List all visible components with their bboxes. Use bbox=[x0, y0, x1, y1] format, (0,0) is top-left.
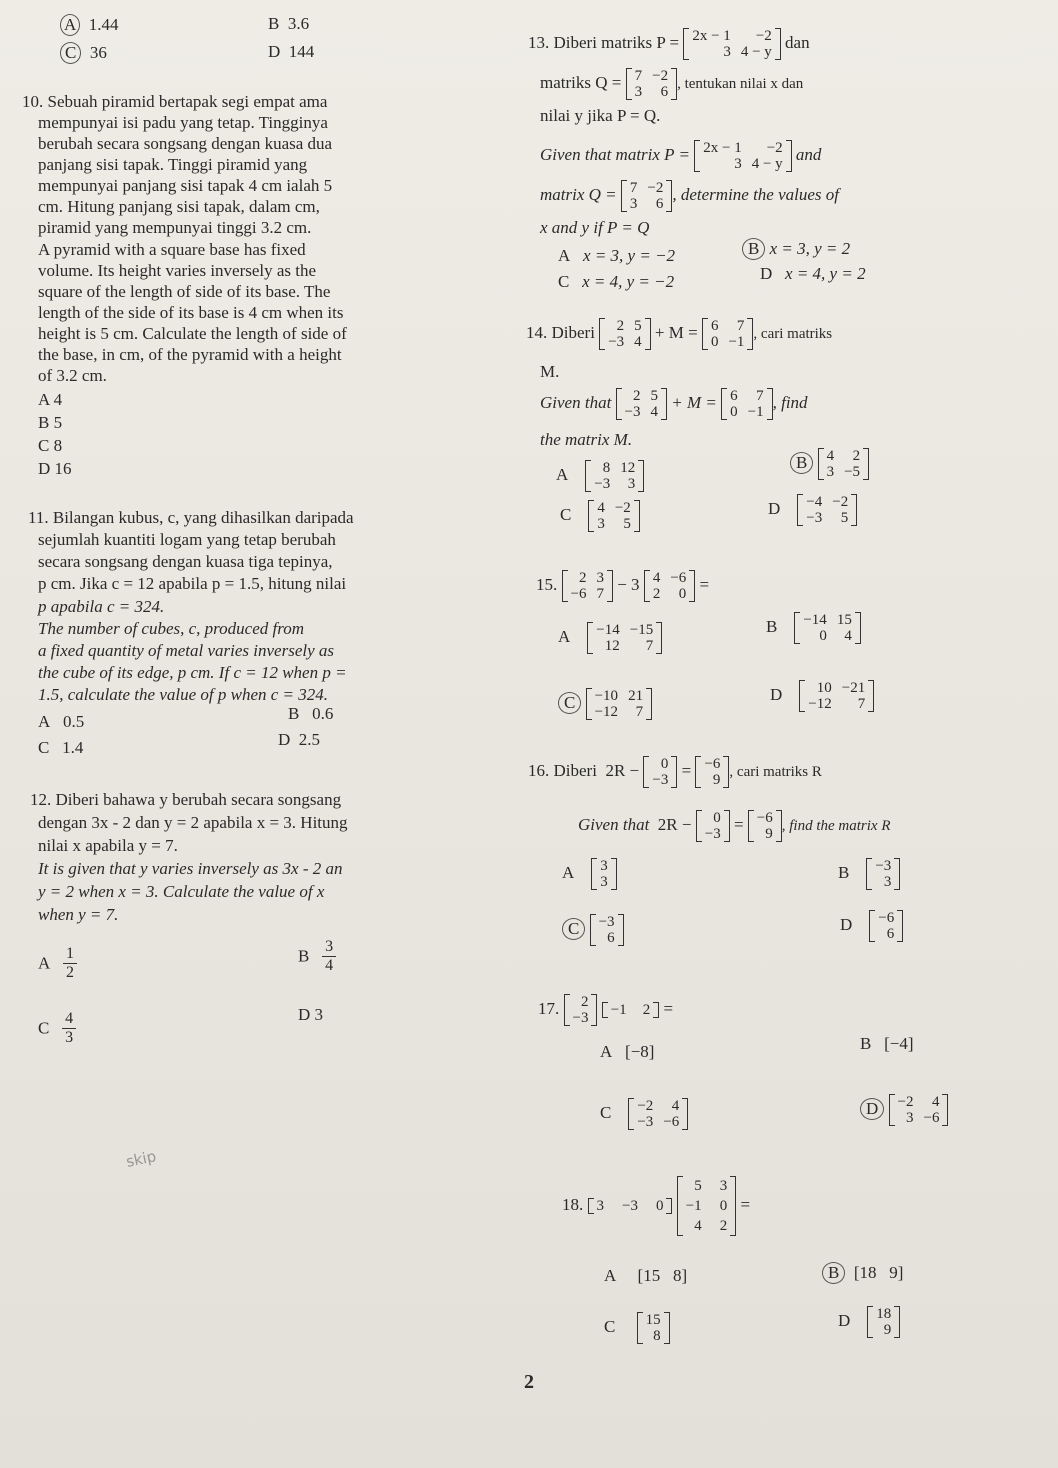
q17-option-b: B [−4] bbox=[860, 1034, 914, 1053]
q16-option-d: D −6 6 bbox=[840, 910, 903, 942]
q13-en-line-3: x and y if P = Q bbox=[540, 218, 650, 237]
q14-en-line-2: the matrix M. bbox=[540, 430, 633, 449]
q18-option-d: D 18 9 bbox=[838, 1306, 900, 1338]
q18-option-c: C 15 8 bbox=[604, 1312, 670, 1344]
q14-option-c: C 4 −2 3 5 bbox=[560, 500, 640, 532]
q17-option-a: A [−8] bbox=[600, 1042, 655, 1061]
q10-malay-line: cm. Hitung panjang sisi tapak, dalam cm, bbox=[38, 197, 320, 216]
q11-option-c: C 1.4 bbox=[38, 738, 84, 757]
q12-english-line: It is given that y varies inversely as 3x - 2 an bbox=[38, 859, 343, 878]
q12-option-b: B $\frac{3}{4}$ bbox=[298, 938, 336, 975]
q18-option-a: A [15 8] bbox=[604, 1266, 688, 1285]
q14-option-d: D −4 −2 −3 5 bbox=[768, 494, 857, 526]
q13-line-2: matriks Q = 7 −2 3 6 , tentukan nilai x dan bbox=[540, 68, 804, 100]
q9-option-a: A 1.44 bbox=[60, 14, 119, 36]
q11-english-line: The number of cubes, c, produced from bbox=[38, 619, 304, 638]
q12-option-c: C $\frac{4}{3}$ bbox=[38, 1010, 76, 1047]
q17-expression: 17. 2 −3 −1 2 = bbox=[538, 994, 674, 1026]
q10-option-a: A 4 bbox=[38, 390, 63, 409]
q16-option-a: A 3 3 bbox=[562, 858, 617, 890]
q10-option-d: D 16 bbox=[38, 459, 72, 478]
q16-option-b: B −3 3 bbox=[838, 858, 900, 890]
q10-malay-line: mempunyai panjang sisi tapak 4 cm ialah 5 bbox=[38, 176, 333, 195]
q12-option-d: D 3 bbox=[298, 1005, 324, 1024]
q13-en-line-1: Given that matrix P = 2x − 1 −2 3 4 − y and bbox=[540, 140, 822, 172]
q13-line-1: 13. Diberi matriks P = 2x − 1 −2 3 4 − y dan bbox=[528, 28, 810, 60]
q15-option-b: B −14 15 0 4 bbox=[766, 612, 861, 644]
q9-option-d: D 144 bbox=[268, 42, 315, 61]
q11-malay-line: secara songsang dengan kuasa tiga tepinya, bbox=[38, 552, 333, 571]
q10-english-line: of 3.2 cm. bbox=[38, 366, 107, 385]
q11-option-a: A 0.5 bbox=[38, 712, 85, 731]
q10-malay-line: mempunyai isi padu yang tetap. Tingginya bbox=[38, 113, 328, 132]
q12-malay-line: 12. Diberi bahawa y berubah secara songsang bbox=[30, 790, 342, 809]
q15-option-d: D 10 −21 −12 7 bbox=[770, 680, 874, 712]
q12-malay-line: dengan 3x - 2 dan y = 2 apabila x = 3. Hitung bbox=[38, 813, 348, 832]
q11-english-line: the cube of its edge, p cm. If c = 12 when p = bbox=[38, 663, 347, 682]
q15-option-a: A −14 −15 12 7 bbox=[558, 622, 662, 654]
q10-english-line: square of the length of side of its base. The bbox=[38, 282, 331, 301]
q16-line-1: 16. Diberi 2R − 0 −3 = −6 9 , cari matriks R bbox=[528, 756, 822, 788]
q18-expression: 18. 3 −3 0 5 3 −1 0 4 2 = bbox=[562, 1178, 751, 1234]
q11-malay-line: p cm. Jika c = 12 apabila p = 1.5, hitung nilai bbox=[38, 574, 347, 593]
q16-en-line: Given that 2R − 0 −3 = −6 9 , find the matrix R bbox=[578, 810, 891, 842]
q9-option-c: C 36 bbox=[60, 42, 107, 64]
q12-english-line: when y = 7. bbox=[38, 905, 119, 924]
q12-malay-line: nilai x apabila y = 7. bbox=[38, 836, 178, 855]
q10-malay-line: panjang sisi tapak. Tinggi piramid yang bbox=[38, 155, 308, 174]
q10-malay-line: berubah secara songsang dengan kuasa dua bbox=[38, 134, 333, 153]
q9-option-b: B 3.6 bbox=[268, 14, 310, 33]
q14-en-line-1: Given that 2 5 −3 4 + M = 6 7 0 −1 , find bbox=[540, 388, 808, 420]
q13-line-3: nilai y jika P = Q. bbox=[540, 106, 661, 125]
pencil-note: skip bbox=[124, 1147, 158, 1171]
q10-option-b: B 5 bbox=[38, 413, 63, 432]
q10-english-line: height is 5 cm. Calculate the length of side of bbox=[38, 324, 347, 343]
q10-english-line: the base, in cm, of the pyramid with a height bbox=[38, 345, 342, 364]
q15-expression: 15. 2 3 −6 7 − 3 4 −6 2 0 = bbox=[536, 570, 710, 602]
q15-option-c: C −10 21 −12 7 bbox=[558, 688, 652, 720]
page-number: 2 bbox=[524, 1371, 534, 1393]
q18-option-b: B [18 9] bbox=[822, 1262, 903, 1284]
q10-english-line: A pyramid with a square base has fixed bbox=[38, 240, 306, 259]
q14-line-1: 14. Diberi 2 5 −3 4 + M = 6 7 0 −1 , cari matriks bbox=[526, 318, 833, 350]
q10-malay-line: piramid yang mempunyai tinggi 3.2 cm. bbox=[38, 218, 312, 237]
q14-line-2: M. bbox=[540, 362, 560, 381]
q13-option-a: A x = 3, y = −2 bbox=[558, 246, 676, 265]
q10-english-line: length of the side of its base is 4 cm when its bbox=[38, 303, 344, 322]
q12-option-a: A $\frac{1}{2}$ bbox=[38, 945, 77, 982]
q16-option-c: C −3 6 bbox=[562, 914, 624, 946]
q10-option-c: C 8 bbox=[38, 436, 63, 455]
q11-malay-line: 11. Bilangan kubus, c, yang dihasilkan daripada bbox=[28, 508, 354, 527]
q10-english-line: volume. Its height varies inversely as the bbox=[38, 261, 317, 280]
q11-english-line: 1.5, calculate the value of p when c = 324. bbox=[38, 685, 329, 704]
q14-option-b: B 4 2 3 −5 bbox=[790, 448, 869, 480]
q12-english-line: y = 2 when x = 3. Calculate the value of x bbox=[38, 882, 325, 901]
q17-option-c: C −2 4 −3 −6 bbox=[600, 1098, 688, 1130]
q11-english-line: a fixed quantity of metal varies inversely as bbox=[38, 641, 335, 660]
q11-option-d: D 2.5 bbox=[278, 730, 321, 749]
q11-malay-line: sejumlah kuantiti logam yang tetap berubah bbox=[38, 530, 336, 549]
q13-en-line-2: matrix Q = 7 −2 3 6 , determine the values of bbox=[540, 180, 840, 212]
q13-option-d: D x = 4, y = 2 bbox=[760, 264, 866, 283]
q13-option-c: C x = 4, y = −2 bbox=[558, 272, 675, 291]
q11-option-b: B 0.6 bbox=[288, 704, 334, 723]
q13-option-b: B x = 3, y = 2 bbox=[742, 238, 850, 260]
q11-malay-line: p apabila c = 324. bbox=[38, 597, 165, 616]
q17-option-d: D −2 4 3 −6 bbox=[860, 1094, 948, 1126]
q10-malay-line: 10. Sebuah piramid bertapak segi empat ama bbox=[22, 92, 328, 111]
q14-option-a: A 8 12 −3 3 bbox=[556, 460, 644, 492]
